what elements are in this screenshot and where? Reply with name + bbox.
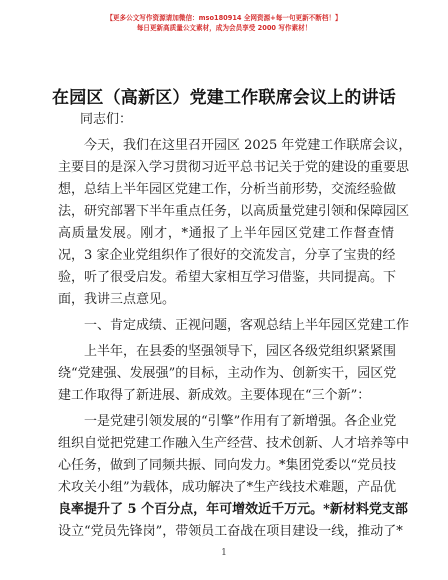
salutation: 同志们： (80, 112, 133, 127)
body-line-2: 主要目的是深入学习贯彻习近平总书记关于党的建设的重要思 (58, 160, 410, 175)
body-line-13: 组织自觉把党建工作融入生产经营、技术创新、人才培养等中 (58, 436, 410, 451)
body-line-1: 今天，我们在这里召开园区 2025 年党建工作联席会议， (84, 138, 412, 153)
body-line-9: 上半年，在县委的坚强领导下，园区各级党组织紧紧围 (84, 344, 397, 359)
body-line-8: 面，我讲三点意见。 (58, 292, 176, 307)
page-number: 1 (221, 548, 227, 558)
body-line-3: 想，总结上半年园区党建工作，分析当前形势，交流经验做 (58, 182, 397, 197)
body-line-16: 良率提升了 5 个百分点，年可增效近千万元。*新材料党支部 (58, 502, 408, 517)
promo-banner-line-2: 每日更新高质量公文素材，成为会员享受 2000 写作素材！ (136, 24, 312, 32)
body-line-14: 心任务，做到了同频共振、同向发力。*集团党委以“党员技 (58, 458, 397, 473)
body-line-10: 绕“党建强、发展强”的目标，主动作为、创新实干，园区党 (58, 366, 397, 381)
body-line-7: 验，听了很受启发。希望大家相互学习借鉴，共同提高。下 (58, 270, 397, 285)
body-line-6: 况，3 家企业党组织作了很好的交流发言，分享了宝贵的经 (58, 248, 396, 263)
body-line-4: 法，研究部署下半年重点任务，以高质量党建引领和保障园区 (58, 204, 410, 219)
document-title: 在园区（高新区）党建工作联席会议上的讲话 (52, 88, 396, 108)
body-line-15: 术攻关小组”为载体，成功解决了*生产线技术难题，产品优 (58, 480, 397, 495)
promo-banner-line-1: 【更多公文写作资源请加微信：mso180914 全网资源+每一句更新不断档！】 (106, 14, 342, 22)
body-line-12: 一是党建引领发展的“引擎”作用有了新增强。各企业党 (84, 414, 397, 429)
body-line-11: 建工作取得了新进展、新成效。主要体现在“三个新”： (58, 388, 371, 403)
body-line-17: 设立“党员先锋岗”，带领员工奋战在项目建设一线，推动了* (58, 524, 403, 539)
section-heading-1: 一、肯定成绩、正视问题，客观总结上半年园区党建工作 (84, 318, 410, 333)
body-line-5: 高质量发展。刚才，*通报了上半年园区党建工作督查情 (58, 226, 394, 241)
